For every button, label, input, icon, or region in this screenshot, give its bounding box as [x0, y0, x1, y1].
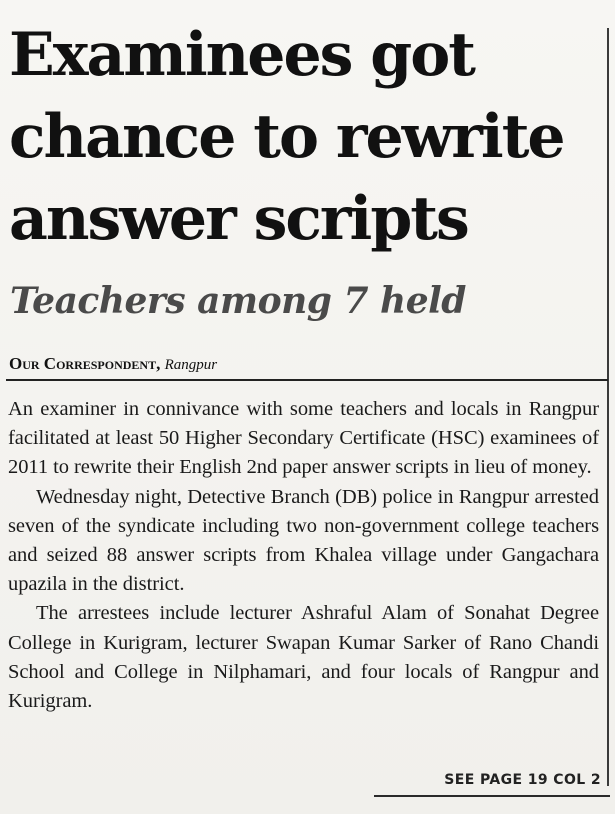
jump-line: SEE PAGE 19 COL 2 — [444, 772, 601, 788]
bottom-rule — [374, 795, 610, 797]
byline-rule — [6, 379, 608, 381]
headline: Examinees got chance to rewrite answer scripts — [9, 20, 564, 254]
paragraph-2: Wednesday night, Detective Branch (DB) police in Rangpur arrested seven of the syndicate including two non-government college teachers and seized 88 answer scripts from Khalea village under Gangachara upazila in the district. — [8, 485, 599, 596]
paragraph-1: An examiner in connivance with some teachers and locals in Rangpur facilitated at least 50 Higher Secondary Certificate (HSC) examinees of 2011 to rewrite their English 2nd paper answer scripts in lieu of money. — [8, 398, 599, 479]
byline — [9, 354, 217, 375]
paragraph-3: The arrestees include lecturer Ashraful Alam of Sonahat Degree College in Kurigram, lecturer Swapan Kumar Sarker of Rano Chandi School and College in Nilphamari, and four locals of Rangpur and Kurigram. — [8, 602, 599, 713]
column-rule — [607, 28, 609, 786]
deck-subheadline: Teachers among 7 held — [10, 280, 466, 322]
byline-correspondent: Our Correspondent, — [9, 354, 161, 373]
article-body — [8, 395, 599, 716]
byline-place: Rangpur — [164, 357, 218, 373]
